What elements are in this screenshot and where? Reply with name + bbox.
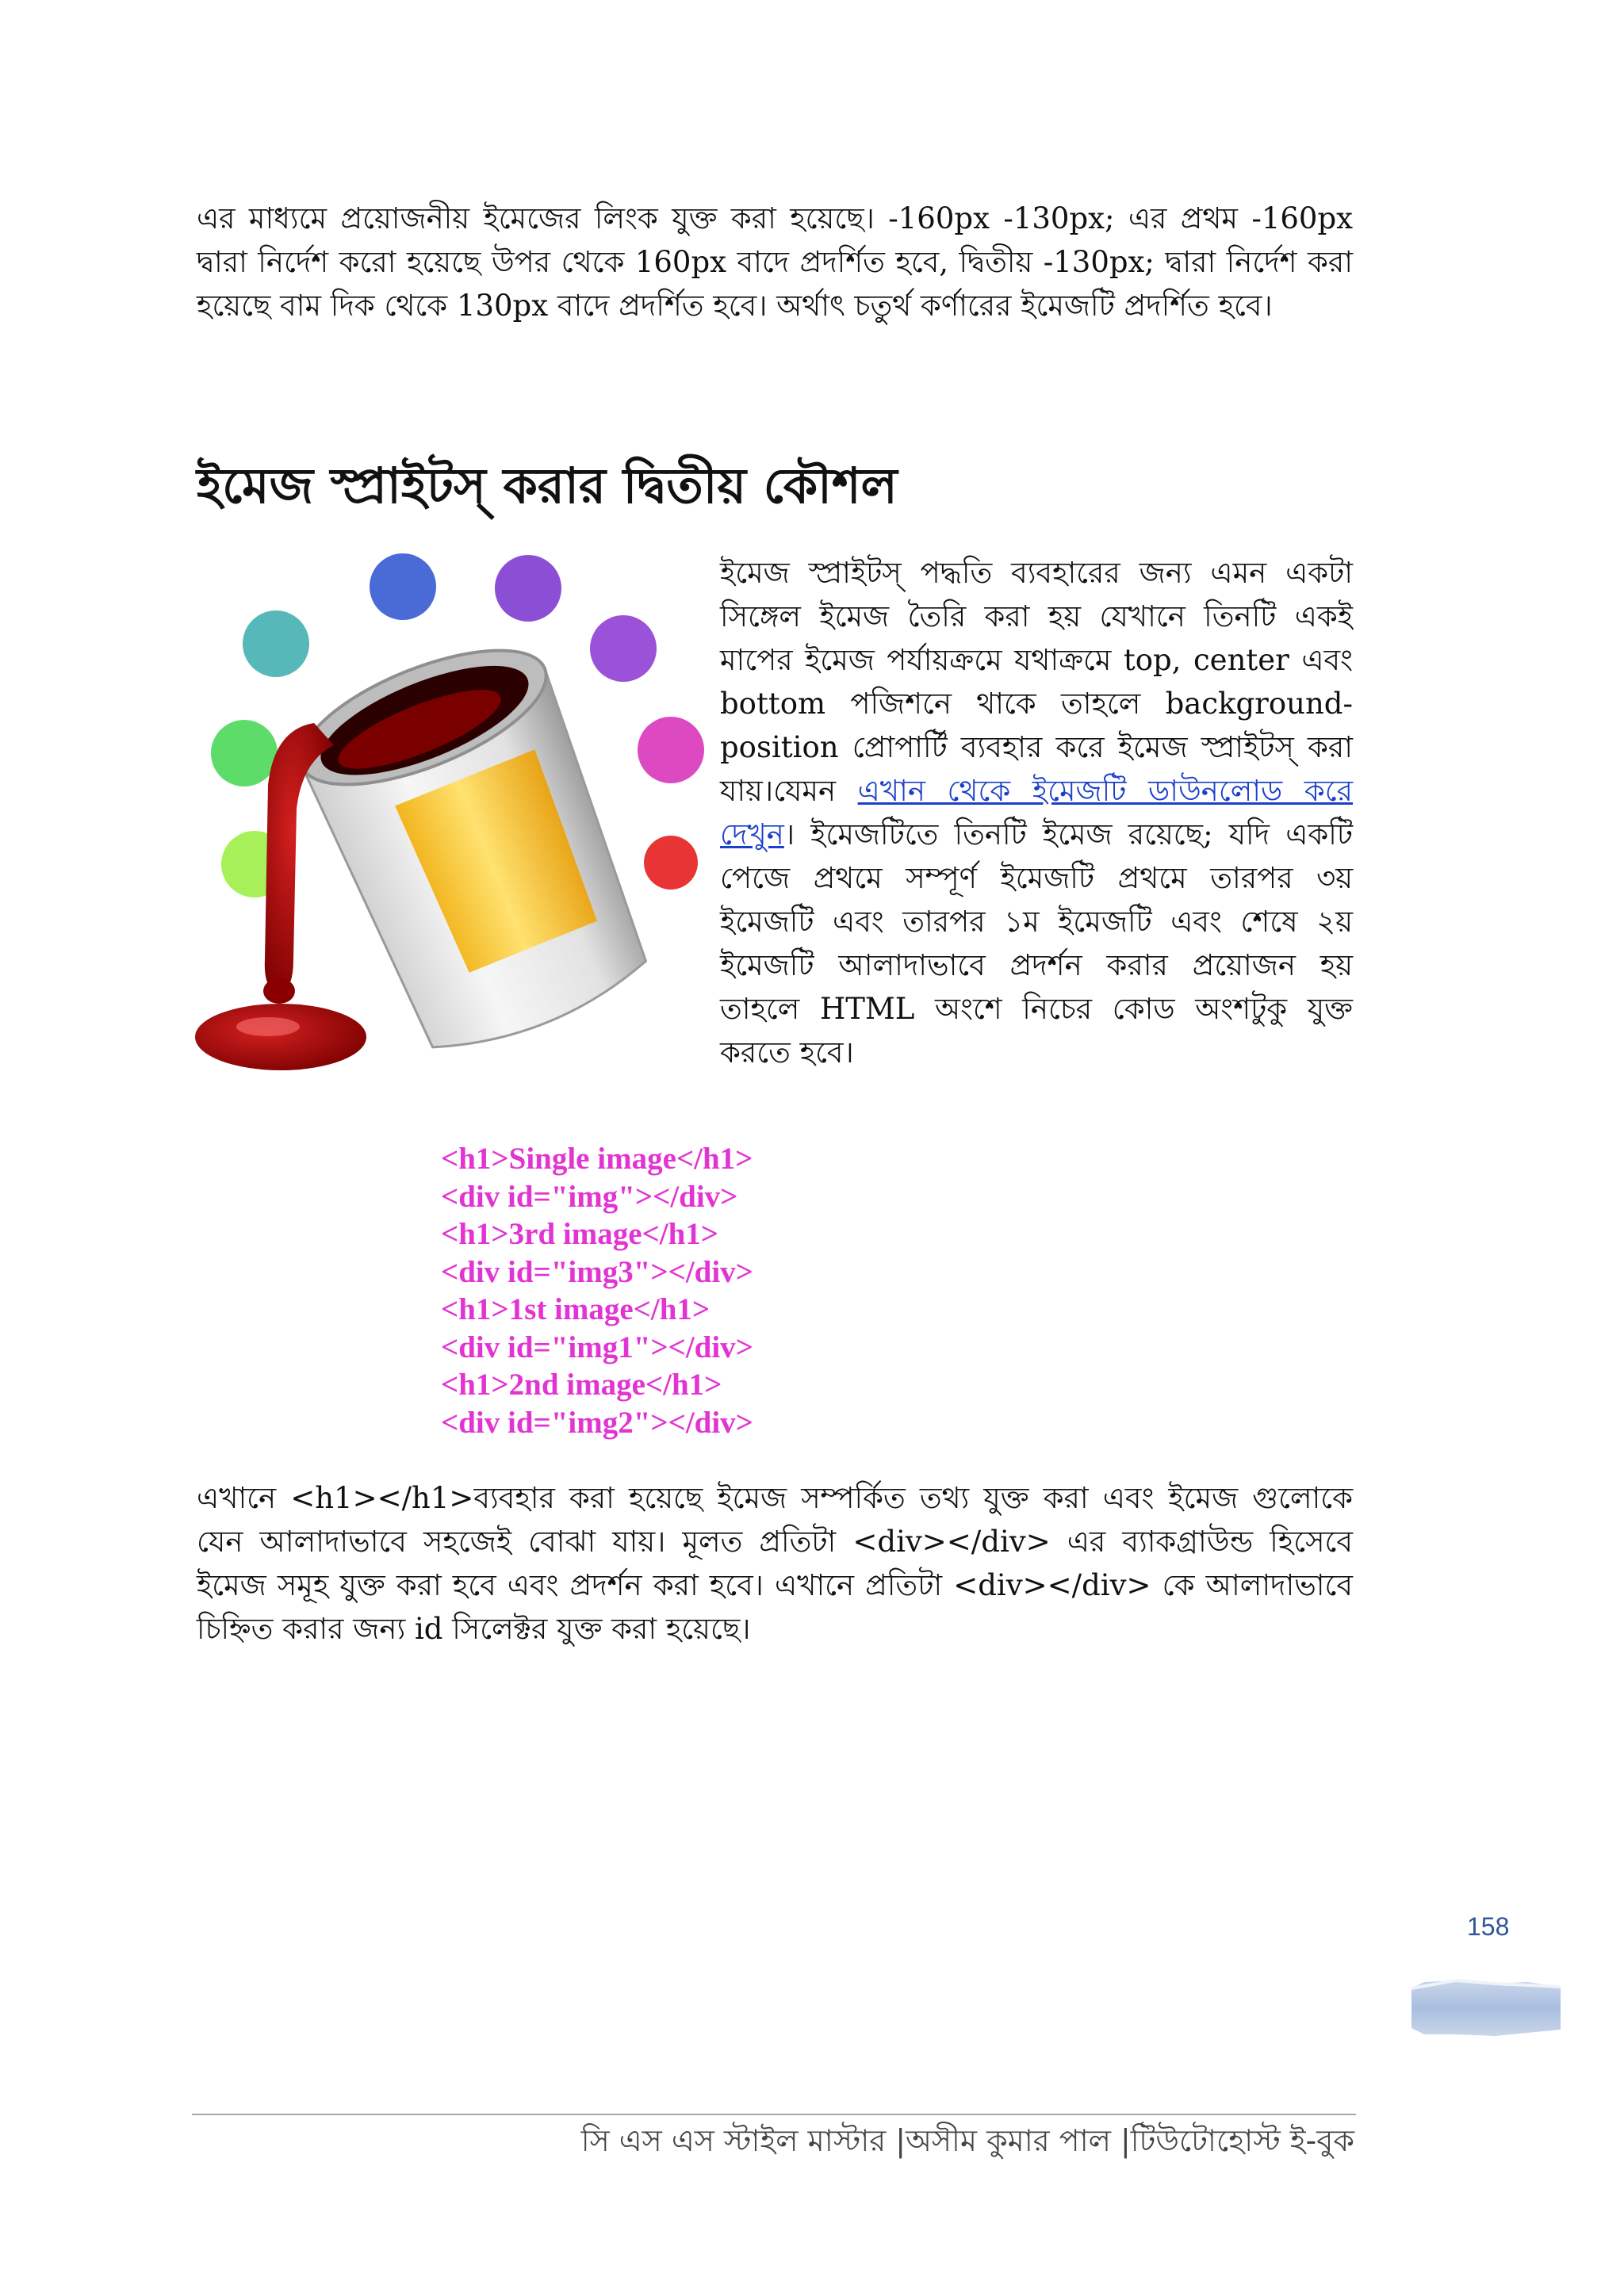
paragraph-explanation: এখানে <h1></h1>ব্যবহার করা হয়েছে ইমেজ সম্পর্কিত তথ্য যুক্ত করা এবং ইমেজ গুলোকে যেন আলাদাভাবে সহজেই বোঝা যায়। মূলত প্রতিটা <div></div> এর ব্যাকগ্রাউন্ড হিসেবে ইমেজ সমূহ যুক্ত করা হবে এবং প্রদর্শন করা হবে। এখানে প্রতিটা <div></div> কে আলাদাভাবে চিহ্নিত করার জন্য id সিলেক্টর যুক্ত করা হয়েছে। <box>197 1481 1353 1646</box>
code-line: <div id="img"></div> <box>441 1179 738 1214</box>
code-line: <div id="img1"></div> <box>441 1330 753 1364</box>
code-line: <h1>1st image</h1> <box>441 1292 710 1326</box>
code-line: <h1>Single image</h1> <box>441 1142 753 1176</box>
page-number: 158 <box>1467 1912 1510 1941</box>
code-line: <div id="img2"></div> <box>441 1405 753 1440</box>
page-footer: সি এস এস স্টাইল মাস্টার |অসীম কুমার পাল |টিউটোহোস্ট ই-বুক <box>580 2123 1354 2158</box>
paragraph-method <box>720 551 1353 1074</box>
code-line: <div id="img3"></div> <box>441 1254 753 1289</box>
page-tab-decoration <box>1408 1977 1564 2039</box>
section-heading: ইমেজ স্প্রাইটস্ করার দ্বিতীয় কৌশল <box>197 457 898 515</box>
paragraph-intro: এর মাধ্যমে প্রয়োজনীয় ইমেজের লিংক যুক্ত করা হয়েছে। -160px -130px; এর প্রথম -160px দ্বারা নির্দেশ করো হয়েছে উপর থেকে 160px বাদে প্রদর্শিত হবে, দ্বিতীয় -130px; দ্বারা নির্দেশ করা হয়েছে বাম দিক থেকে 130px বাদে প্রদর্শিত হবে। অর্থাৎ চতুর্থ কর্ণারের ইমেজটি প্রদর্শিত হবে। <box>197 201 1353 323</box>
paint-bucket-illustration <box>195 547 718 1086</box>
download-image-link[interactable]: এখান থেকে ইমেজটি ডাউনলোড করে দেখুন <box>720 774 1353 851</box>
html-code-block <box>441 1140 753 1441</box>
code-line: <h1>3rd image</h1> <box>441 1217 718 1251</box>
code-line: <h1>2nd image</h1> <box>441 1368 722 1402</box>
footer-divider <box>192 2114 1356 2115</box>
paragraph-method-text-1: ইমেজ স্প্রাইটস্ পদ্ধতি ব্যবহারের জন্য এমন একটা সিঙ্গেল ইমেজ তৈরি করা হয় যেখানে তিনটি একই মাপের ইমেজ পর্যায়ক্রমে যথাক্রমে top, center এবং bottom পজিশনে থাকে তাহলে background-position প্রোপার্টি ব্যবহার করে ইমেজ স্প্রাইটস্ করা যায়।যেমন <box>720 556 1353 808</box>
paragraph-method-text-2: । ইমেজটিতে তিনটি ইমেজ রয়েছে; যদি একটি পেজে প্রথমে সম্পূর্ণ ইমেজটি প্রথমে তারপর ৩য় ইমেজটি এবং তারপর ১ম ইমেজটি এবং শেষে ২য় ইমেজটি আলাদাভাবে প্রদর্শন করার প্রয়োজন হয় তাহলে HTML অংশে নিচের কোড অংশটুকু যুক্ত করতে হবে। <box>720 817 1353 1070</box>
